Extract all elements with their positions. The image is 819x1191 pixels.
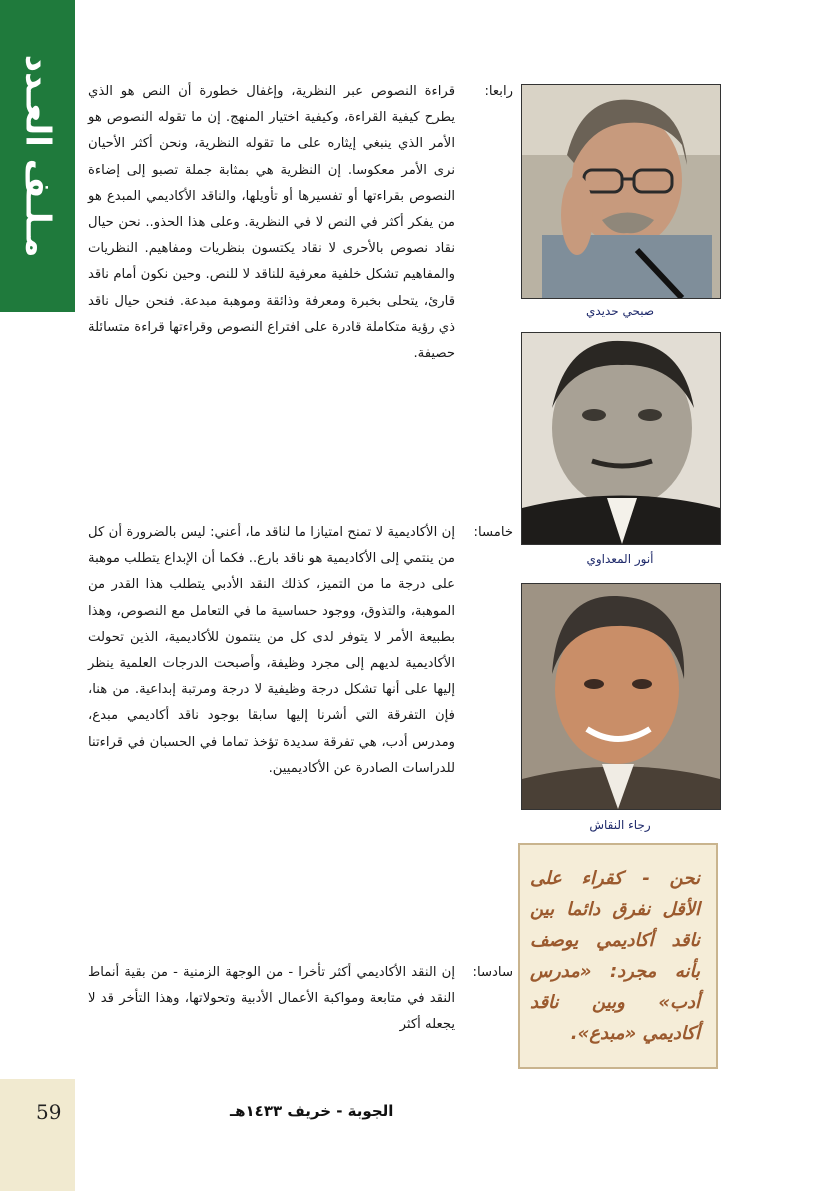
photo-caption: أنور المعداوي xyxy=(586,552,654,566)
photo-caption: صبحي حديدي xyxy=(585,304,655,318)
paragraph-text: إن الأكاديمية لا تمنح امتيازا ما لناقد ما، أعني: ليس بالضرورة أن كل من ينتمي إلى الأكاديمية هو ناقد بارع.. فكما أن الإبداع يتطلب موهبة على درجة ما من التميز، كذلك النقد الأدبي يتطلب هذا القدر من الموهبة، والتذوق، ووجود حساسية ما في التعامل مع النصوص، وهذا بطبيعة الأمر لا يتوفر لدى كل من ينتمون للأكاديمية، الذين تحولت الأكاديمية لديهم إلى مجرد وظيفة، وأصبحت الدرجات العلمية ينظر إليها على أنها تشكل درجة وظيفية لا درجة ومرتبة إبداعية. من هنا، فإن التفرقة التي أشرنا إليها سابقا بوجود ناقد أكاديمي مبدع، ومدرس أدب، هي تفرقة سديدة تؤخذ تماما في الحسبان في قراءتنا للدراسات الصادرة عن الأكاديميين. xyxy=(88,525,455,776)
paragraph-text: قراءة النصوص عبر النظرية، وإغفال خطورة أن النص هو الذي يطرح كيفية القراءة، وكيفية اختيار المنهج. إن ما تقوله النصوص هو الأمر الذي ينبغي إيثاره على ما تقوله النظرية، ونحن أكثر الأحيان نرى الأمر معكوسا. إن النظرية هي بمثابة جملة تصبو إلى إضاءة النصوص بقراءتها أو تفسيرها أو تأويلها، والناقد الأكاديمي المبدع هو من يفكر أكثر في النص لا في النظرية. وعلى هذا الحذو.. نحن حيال نقاد نصوص بالأحرى لا نقاد يكتسون بنظريات ومفاهيم. النظريات والمفاهيم تشكل خلفية معرفية للناقد لا للنص. وحين نكون أمام ناقد قارئ، يتحلى بخبرة ومعرفة وذائقة وموهبة مبدعة. فنحن حيال ناقد ذي رؤية متكاملة قادرة على افتراع النصوص وقراءتها قراءة متسائلة حصيفة. xyxy=(88,84,455,362)
photo-caption: رجاء النقاش xyxy=(589,818,651,832)
paragraph-fourth xyxy=(88,79,513,367)
paragraph-fifth xyxy=(88,520,513,782)
paragraph-label: سادسا: xyxy=(472,965,513,980)
section-tab xyxy=(0,0,75,312)
section-tab-label: مـلـف العـدد xyxy=(17,54,58,258)
issue-title: الجوبة - خريف ١٤٣٣هـ xyxy=(230,1102,394,1120)
pull-quote-text: نحن - كقراء على الأقل نفرق دائما بين ناقد أكاديمي يوصف بأنه مجرد: «مدرس أدب» وبين ناقد أكاديمي «مبدع». xyxy=(530,868,700,1044)
paragraph-text: إن النقد الأكاديمي أكثر تأخرا - من الوجهة الزمنية - من بقية أنماط النقد في متابعة ومواكبة الأعمال الأدبية وتحولاتها، وهذا التأخر قد لا يجعله أكثر xyxy=(88,965,455,1033)
pull-quote xyxy=(518,843,718,1069)
paragraph-label: خامسا: xyxy=(473,525,513,540)
portrait-photo xyxy=(521,332,721,545)
paragraph-sixth xyxy=(88,960,513,1039)
portrait-photo xyxy=(521,583,721,810)
paragraph-label: رابعا: xyxy=(484,84,513,99)
page-number: 59 xyxy=(36,1100,62,1124)
portrait-photo xyxy=(521,84,721,299)
footer-band xyxy=(0,1079,75,1191)
